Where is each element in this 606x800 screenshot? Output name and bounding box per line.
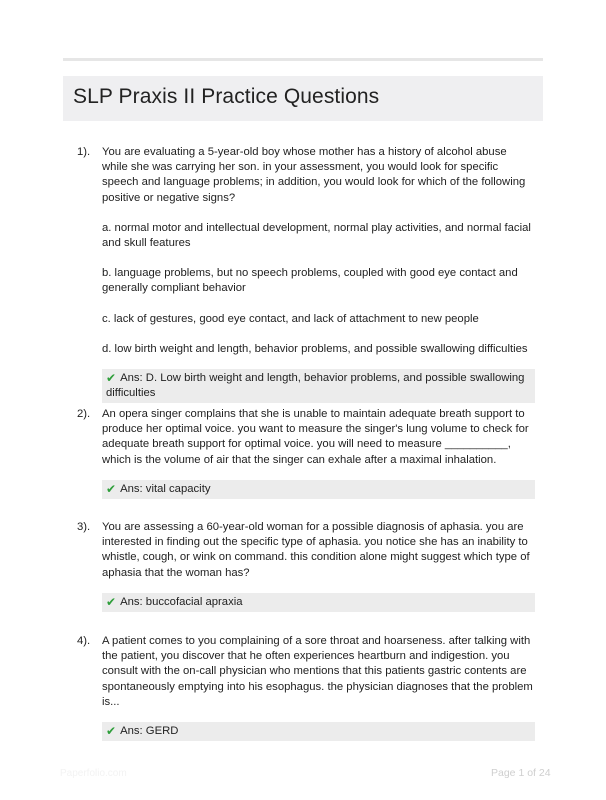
- answer-text: Ans: vital capacity: [120, 482, 211, 495]
- check-icon: ✔: [106, 481, 117, 496]
- question-number: 2).: [77, 408, 91, 420]
- page-number: Page 1 of 24: [491, 767, 551, 779]
- question-number: 1).: [77, 146, 91, 158]
- header-divider: [63, 58, 543, 61]
- answer-box: [102, 593, 535, 612]
- page-title: SLP Praxis II Practice Questions: [73, 85, 380, 108]
- question-number: 3).: [77, 521, 91, 533]
- question-2: [63, 407, 543, 499]
- option-a: a. normal motor and intellectual development, normal play activities, and normal facial and skull features: [102, 221, 531, 250]
- answer-text: Ans: D. Low birth weight and length, behavior problems, and possible swallowing difficulties: [106, 372, 525, 400]
- check-icon: ✔: [106, 724, 117, 739]
- answer-box: [102, 480, 535, 499]
- answer-text: Ans: buccofacial apraxia: [120, 595, 243, 608]
- option-d: d. low birth weight and length, behavior problems, and possible swallowing difficulties: [102, 342, 528, 355]
- footer-watermark: Paperfolio.com: [60, 768, 127, 779]
- question-4: [63, 634, 543, 741]
- check-icon: ✔: [106, 371, 117, 386]
- question-text: A patient comes to you complaining of a sore throat and hoarseness. after talking with the patient, you discover that he often experiences heartburn and indigestion. you consult with the on-call physician who mentions that this patients gastric contents are spontaneously emptying into his esophagus. the physician diagnoses that the problem is...: [102, 635, 533, 708]
- question-1: [63, 145, 543, 403]
- option-b: b. language problems, but no speech problems, coupled with good eye contact and generally compliant behavior: [102, 267, 518, 295]
- question-3: [63, 520, 543, 612]
- question-text: An opera singer complains that she is unable to maintain adequate breath support to produce her optimal voice. you want to measure the singer's lung volume to check for adequate breath support for optimal voice. you will need to measure __________, which is the volume of air that the singer can exhale after a maximal inhalation.: [102, 408, 529, 466]
- option-c: c. lack of gestures, good eye contact, and lack of attachment to new people: [102, 312, 479, 325]
- answer-text: Ans: GERD: [120, 725, 179, 738]
- question-text: You are assessing a 60-year-old woman for a possible diagnosis of aphasia. you are interested in finding out the specific type of aphasia. you notice she has an inability to whistle, cough, or wink on command. this condition alone might suggest which type of aphasia that the woman has?: [102, 521, 530, 579]
- check-icon: ✔: [106, 594, 117, 609]
- answer-box: [102, 369, 535, 403]
- title-banner: [63, 76, 543, 121]
- answer-box: [102, 722, 535, 741]
- question-number: 4).: [77, 635, 91, 647]
- question-text: You are evaluating a 5-year-old boy whose mother has a history of alcohol abuse while she was carrying her son. in your assessment, you would look for specific speech and language problems; in addition, you would look for which of the following positive or negative signs?: [102, 146, 526, 204]
